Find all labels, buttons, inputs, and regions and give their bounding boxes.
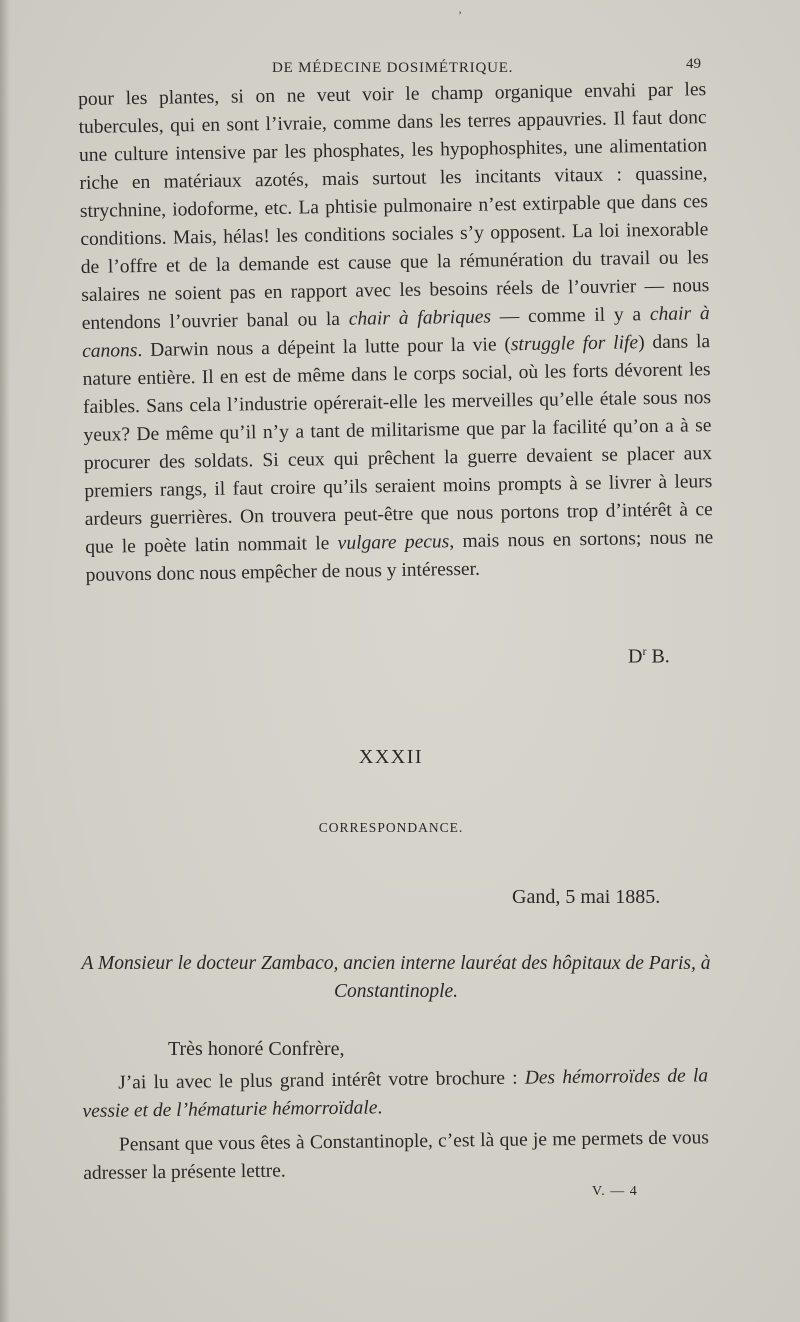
letter-paragraph: Pensant que vous êtes à Constantinople, c’est là que je me permets de vous adresser la présente lettre. [83, 1127, 710, 1184]
italic-term: struggle for life [510, 332, 639, 356]
article-text: — comme il y a [490, 304, 651, 328]
article-text: pour les plantes, si on ne veut voir le champ organique envahi par les tubercules, qui en sont l’ivraie, comme dans les terres appauvries. Il faut donc une culture intensive par les phosphates, les hypophosphites, une alimentation riche en matériaux azotés, mais surtout les incitants vitaux : quassine, strychnine, iodoforme, etc. La phtisie pulmonaire n’est extirpable que dans ces conditions. Mais, hélas! les conditions sociales s’y opposent. La loi inexorable de l’offre et de la demande est cause que la rémunération du travail ou les salaires ne soient pas en rapport avec les besoins réels de l’ouvrier — nous entendons l’ouvrier banal ou la [78, 79, 710, 334]
letter-dateline: Gand, 5 mai 1885. [512, 886, 661, 908]
section-title: CORRESPONDANCE. [318, 820, 464, 835]
article-signature [628, 644, 670, 669]
signature-rest: B. [646, 645, 670, 668]
brochure-title: Des hémorroïdes de la vessie et de l’hématurie hémorroïdale [82, 1065, 709, 1122]
letter-text-end: . [377, 1097, 383, 1119]
signature-superscript: r [642, 644, 647, 658]
article-text: , mais nous en sortons; nous ne pouvons donc nous empêcher de nous y intéresser. [85, 527, 714, 586]
ink-speck: ’ [458, 8, 462, 22]
page-edge-shadow [0, 0, 10, 1322]
italic-term: chair à canons [82, 303, 710, 362]
letter-text-start: J’ai lu avec le plus grand intérêt votre brochure : [118, 1067, 525, 1094]
letter-salutation: Très honoré Confrère, [168, 1038, 345, 1060]
italic-term: vulgare pecus [337, 531, 450, 554]
letter-paragraph [82, 1062, 709, 1126]
page-number: 49 [686, 56, 701, 72]
section-number: XXXII [358, 746, 424, 768]
signature-initial: D [628, 645, 643, 668]
letter-addressee: A Monsieur le docteur Zambaco, ancien interne lauréat des hôpitaux de Paris, à Constantinople. [81, 953, 711, 1002]
running-title: DE MÉDECINE DOSIMÉTRIQUE. [272, 60, 514, 76]
italic-term: chair à fabriques [348, 306, 492, 330]
article-text: . Darwin nous a dépeint la lutte pour la vie ( [137, 334, 512, 362]
article-body [78, 76, 714, 590]
letter-body [82, 1062, 709, 1194]
printer-signature-mark: V. — 4 [592, 1184, 638, 1199]
article-text: ) dans la nature entière. Il en est de même dans le corps social, où les forts dévorent les faibles. Sans cela l’industrie opérerait-elle les merveilles qu’elle étale sous nos yeux? De même qu’il n’y a tant de militarisme que par la facilité qu’on a à se procurer des soldats. Si ceux qui prêchent la guerre devaient se placer aux premiers rangs, il faut croire qu’ils seraient moins prompts à se livrer à leurs ardeurs guerrières. On trouvera peut-être que nous portons trop d’intérêt à ce que le poète latin nommait le [82, 331, 713, 558]
article-paragraph [78, 76, 714, 590]
